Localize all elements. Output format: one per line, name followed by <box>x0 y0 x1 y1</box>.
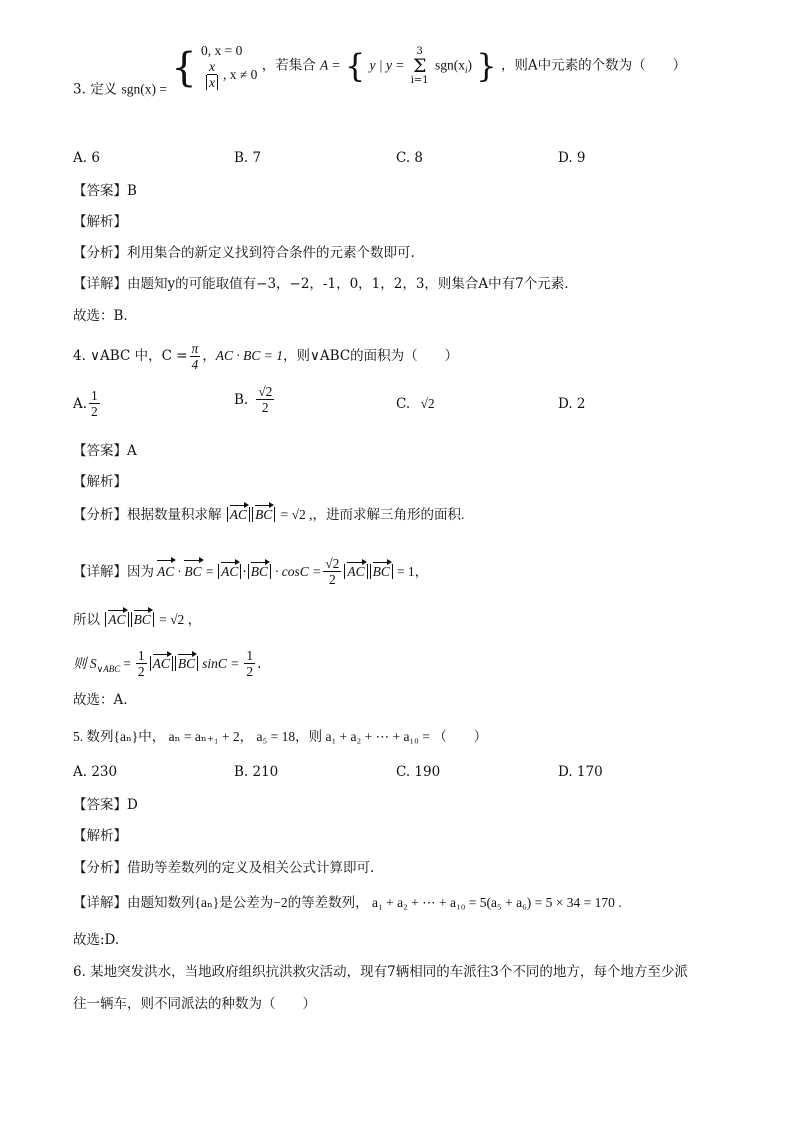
q4-then: 则 S $_{\vee ABC}$ = $\frac{1}{2}$ AC BC sinC = $\frac{1}{2}$ . <box>73 648 262 679</box>
q4-detail-mid: · cosC = <box>274 563 322 579</box>
q4-option-c-label: C. <box>396 396 411 412</box>
q4-option-a-label: A. <box>73 395 88 412</box>
q4-abs-ac: AC <box>227 507 250 522</box>
q3-option-a: A. 6 <box>73 150 100 166</box>
q3-frac-num: x <box>209 59 216 74</box>
q3-sum-sub: i <box>464 65 468 76</box>
q4-option-b-label: B. <box>234 391 249 408</box>
q3-stem: 3. 定义 sgn(x) = { 0, x = 0 $\frac{x}{x}$ , x ≠ 0 ，若集合 A = { y | y = 3 Σ i=1 $sgn(x_i)$ } ，则A中元素的个数为（ ） <box>73 43 687 98</box>
q3-analysis-head: 【解析】 <box>73 214 127 230</box>
q3-analysis: 【分析】利用集合的新定义找到符合条件的元素个数即可. <box>73 245 415 261</box>
q4-option-c <box>396 396 435 412</box>
q4-analysis-eq: = √2 ,，进而求解三角形的面积. <box>280 507 465 522</box>
q4-optb-num: √2 <box>258 384 273 399</box>
q4-then-mid: sinC = <box>202 655 240 671</box>
q3-option-b: B. 7 <box>234 150 262 166</box>
q4-option-d: D. 2 <box>558 396 586 412</box>
q5-option-b: B. 210 <box>234 764 279 780</box>
q4-then-end: . <box>257 655 262 672</box>
q5-option-c: C. 190 <box>396 764 441 780</box>
q3-detail: 【详解】由题知y的可能取值有−3，−2，-1，0，1，2，3，则集合A中有7个元素. <box>73 276 569 292</box>
q4-detail-end: = 1， <box>396 563 429 579</box>
q4-choose: 故选：A. <box>73 692 128 708</box>
q4-detail-frac-den: 2 <box>328 572 336 587</box>
q4-stem-mid: ， <box>202 348 216 364</box>
q4-four: 4 <box>191 356 199 372</box>
q4-opta-den: 2 <box>91 404 98 419</box>
q3-case1: 0, x = 0 <box>201 43 243 58</box>
q3-define: 定义 <box>90 81 118 98</box>
q4-answer: 【答案】A <box>73 443 137 459</box>
q5-analysis-head: 【解析】 <box>73 828 127 844</box>
q4-option-a <box>73 388 102 419</box>
q4-so-pre: 所以 <box>73 612 100 628</box>
q5-choose: 故选:D. <box>73 932 120 948</box>
q4-stem-vec: AC · BC = 1 <box>215 348 284 363</box>
q4-optc-value: √2 <box>420 396 435 411</box>
q4-opta-num: 1 <box>91 388 98 403</box>
q5-stem: 5. 数列{aₙ}中， aₙ = aₙ₊₁ + 2， a₅ = 18，则 a₁ + a₂ + ⋯ + a₁₀ = （ ） <box>73 729 488 744</box>
q4-analysis-pre: 【分析】根据数量积求解 <box>73 507 222 523</box>
q5-answer: 【答案】D <box>73 797 138 813</box>
q4-detail-frac-num: √2 <box>325 556 340 571</box>
q4-half-num: 1 <box>137 648 145 663</box>
q3-number: 3. <box>73 81 86 98</box>
q6-line1: 6. 某地突发洪水，当地政府组织抗洪救灾活动，现有7辆相同的车派往3个不同的地方，每个地方至少派 <box>73 964 688 980</box>
q4-then-eq: = <box>123 655 131 671</box>
q3-case2-tail: , x ≠ 0 <box>223 67 258 82</box>
q4-so: 所以 AC BC = √2 ， <box>73 612 202 628</box>
q4-then-pre: 则 S <box>73 655 97 671</box>
q3-sum-bottom: i=1 <box>410 75 429 86</box>
q6-line2: 往一辆车，则不同派法的种数为（ ） <box>73 996 316 1012</box>
q3-sgn-expr: sgn(x) = <box>121 81 167 97</box>
q4-pi: π <box>191 340 199 356</box>
q4-so-end: = √2 ， <box>159 612 202 627</box>
q5-detail: 【详解】由题知数列{aₙ}是公差为−2的等差数列， a₁ + a₂ + ⋯ + a₁₀ = 5(a₅ + a₆) = 5 × 34 = 170 . <box>73 895 622 910</box>
q4-detail-pre: 【详解】因为 <box>73 563 154 580</box>
q4-optb-den: 2 <box>261 400 269 415</box>
q5-analysis: 【分析】借助等差数列的定义及相关公式计算即可. <box>73 860 375 876</box>
q3-sum-top: 3 <box>416 46 423 57</box>
q3-choose: 故选：B. <box>73 308 128 324</box>
q3-set-var: y | y = <box>369 57 405 73</box>
q3-set-open-brace: { <box>344 47 366 85</box>
q3-answer: 【答案】B <box>73 183 137 199</box>
q4-stem-pre: 4. ∨ABC 中，C = <box>73 348 188 364</box>
q5-option-a: A. 230 <box>73 764 118 780</box>
q4-analysis <box>73 505 464 525</box>
q3-option-c: C. 8 <box>396 150 424 166</box>
q3-mid-text: ，若集合 <box>261 57 316 74</box>
q5-option-d: D. 170 <box>558 764 603 780</box>
q3-option-d: D. 9 <box>558 150 586 166</box>
q3-frac-den: x <box>206 75 218 90</box>
q4-then-sub: ∨ABC <box>96 664 121 674</box>
q4-detail: 【详解】因为 AC · BC = AC · BC · cosC = $\frac{√2}{2}$ AC BC = 1， <box>73 556 429 587</box>
q4-half-den: 2 <box>137 664 145 679</box>
q3-set-close-brace: } <box>476 47 497 85</box>
q4-analysis-head: 【解析】 <box>73 474 127 490</box>
q3-set-lhs: A = <box>320 57 341 73</box>
q4-stem <box>73 338 458 374</box>
q3-left-brace: { <box>171 45 197 91</box>
q3-sum-icon: Σ <box>412 55 427 77</box>
q3-tail: ，则A中元素的个数为（ ） <box>500 57 687 74</box>
q4-option-b <box>234 384 276 415</box>
q4-stem-post: ，则∨ABC的面积为（ ） <box>283 348 459 364</box>
q4-abs-bc: BC <box>252 507 275 522</box>
q3-sum-body: sgn(x <box>434 57 465 73</box>
